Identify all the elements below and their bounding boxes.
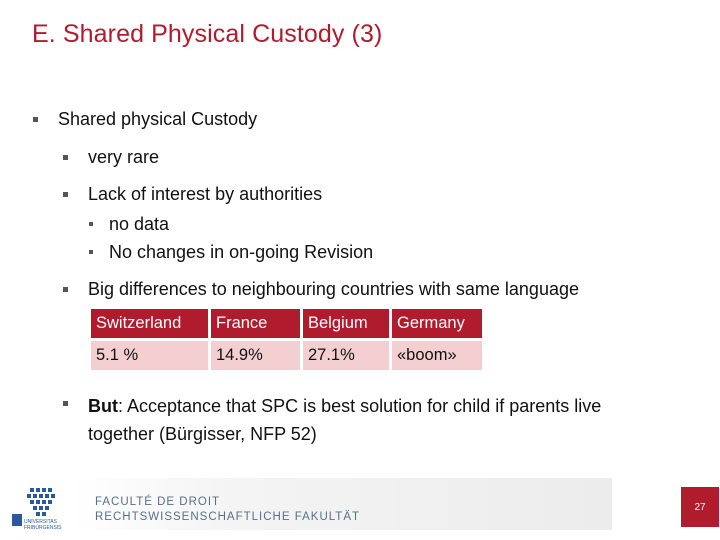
table-cell: 5.1 % xyxy=(91,341,208,370)
country-table xyxy=(88,309,485,370)
table-header-cell: France xyxy=(211,309,300,338)
table-header-row xyxy=(91,309,482,338)
bullet-marker xyxy=(33,117,38,122)
bullet-big-differences: Big differences to neighbouring countries with same language xyxy=(88,279,579,299)
bullet-but-text-2: together (Bürgisser, NFP 52) xyxy=(88,424,317,444)
table-cell: 14.9% xyxy=(211,341,300,370)
bullet-marker xyxy=(63,155,68,160)
table-row xyxy=(91,341,482,370)
logo-text-1: UNIVERSITAS xyxy=(24,519,57,525)
bullet-but-text: : Acceptance that SPC is best solution for child if parents live xyxy=(118,396,602,416)
faculty-name xyxy=(95,495,360,525)
slide-title: E. Shared Physical Custody (3) xyxy=(32,20,383,48)
bullet-marker xyxy=(63,401,68,406)
bullet-very-rare: very rare xyxy=(88,147,160,167)
bullet-no-data: no data xyxy=(109,214,170,234)
page-number: 27 xyxy=(681,487,719,527)
table-cell: 27.1% xyxy=(303,341,389,370)
table-header-cell: Germany xyxy=(392,309,482,338)
faculty-line-2: RECHTSWISSENSCHAFTLICHE FAKULTÄT xyxy=(95,511,361,523)
table-header-cell: Belgium xyxy=(303,309,389,338)
bullet-no-changes: No changes in on-going Revision xyxy=(109,242,374,262)
bullet-but-bold: But xyxy=(88,396,118,416)
university-logo xyxy=(10,486,68,532)
faculty-line-1: FACULTÉ DE DROIT xyxy=(95,496,221,508)
bullet-but xyxy=(88,392,688,448)
table-header-cell: Switzerland xyxy=(91,309,208,338)
bullet-marker xyxy=(63,192,68,197)
bullet-marker xyxy=(89,250,93,254)
bullet-lack-of-interest: Lack of interest by authorities xyxy=(88,184,323,204)
bullet-shared-physical-custody: Shared physical Custody xyxy=(58,109,258,129)
bullet-marker xyxy=(63,287,68,292)
bullet-marker xyxy=(89,222,93,226)
logo-text-2: FRIBURGENSIS xyxy=(24,525,62,531)
table-cell: «boom» xyxy=(392,341,482,370)
